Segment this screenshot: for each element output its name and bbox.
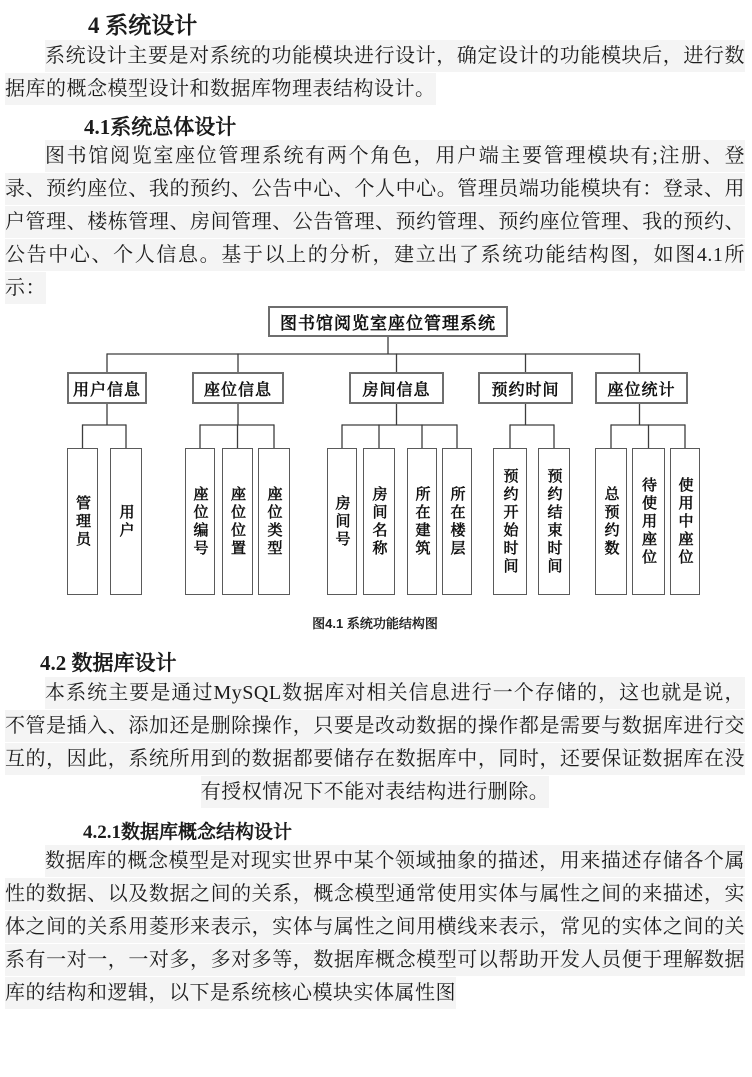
highlighted-text: 数据库的概念模型是对现实世界中某个领域抽象的描述，用来描述存储各个属性的数据、以及数据之间的关系，概念模型通常使用实体与属性之间的来描述，实体之间的关系用菱形来表示，实体与属性之间用横线来表示，常见的实体之间的关系有一对一，一对多，多对多等，数据库概念模型可以帮助开发人员便于理解数据库的结构和逻辑，以下是系统核心模块实体属性图 bbox=[5, 845, 745, 1009]
paragraph-system-design-intro bbox=[5, 40, 745, 106]
seat-number-leaf: 座位编号 bbox=[185, 448, 215, 595]
reservation-time-node: 预约时间 bbox=[478, 372, 573, 404]
paragraph-concept-model bbox=[5, 845, 745, 1010]
highlighted-text: 图书馆阅览室座位管理系统有两个角色，用户端主要管理模块有;注册、登录、预约座位、我的预约、公告中心、个人中心。管理员端功能模块有：登录、用户管理、楼栋管理、房间管理、公告管理、预约管理、预约座位管理、我的预约、公告中心、个人信息。基于以上的分析，建立出了系统功能结构图，如图4.1所示： bbox=[5, 140, 745, 304]
highlighted-text: 系统设计主要是对系统的功能模块进行设计，确定设计的功能模块后，进行数据库的概念模型设计和数据库物理表结构设计。 bbox=[5, 40, 745, 105]
root-node-library-seat-system: 图书馆阅览室座位管理系统 bbox=[268, 306, 508, 337]
in-use-seats-leaf: 使用中座位 bbox=[670, 448, 700, 595]
user-leaf: 用户 bbox=[110, 448, 142, 595]
system-function-structure-diagram bbox=[5, 306, 752, 596]
seat-stats-node: 座位统计 bbox=[595, 372, 688, 404]
room-number-leaf: 房间号 bbox=[327, 448, 357, 595]
seat-info-node: 座位信息 bbox=[192, 372, 284, 404]
building-leaf: 所在建筑 bbox=[407, 448, 437, 595]
section-heading-4-1: 4.1系统总体设计 bbox=[84, 115, 237, 139]
document-page bbox=[0, 12, 752, 1010]
total-reservations-leaf: 总预约数 bbox=[595, 448, 627, 595]
section-heading-4-2-1: 4.2.1数据库概念结构设计 bbox=[83, 822, 293, 843]
user-info-node: 用户信息 bbox=[67, 372, 147, 404]
figure-caption: 图4.1 系统功能结构图 bbox=[312, 616, 438, 631]
seat-location-leaf: 座位位置 bbox=[222, 448, 253, 595]
floor-leaf: 所在楼层 bbox=[442, 448, 472, 595]
section-heading-4: 4 系统设计 bbox=[88, 13, 198, 38]
start-time-leaf: 预约开始时间 bbox=[493, 448, 527, 595]
pending-seats-leaf: 待使用座位 bbox=[632, 448, 665, 595]
section-heading-4-2: 4.2 数据库设计 bbox=[40, 651, 177, 675]
paragraph-database-design bbox=[5, 677, 745, 809]
end-time-leaf: 预约结束时间 bbox=[538, 448, 570, 595]
room-name-leaf: 房间名称 bbox=[363, 448, 395, 595]
room-info-node: 房间信息 bbox=[349, 372, 444, 404]
seat-type-leaf: 座位类型 bbox=[258, 448, 290, 595]
highlighted-text: 本系统主要是通过MySQL数据库对相关信息进行一个存储的，这也就是说，不管是插入、添加还是删除操作，只要是改动数据的操作都是需要与数据库进行交互的，因此，系统所用到的数据都要储存在数据库中，同时，还要保证数据库在没有授权情况下不能对表结构进行删除。 bbox=[5, 677, 745, 808]
admin-leaf: 管理员 bbox=[67, 448, 98, 595]
paragraph-overall-design bbox=[5, 140, 745, 305]
